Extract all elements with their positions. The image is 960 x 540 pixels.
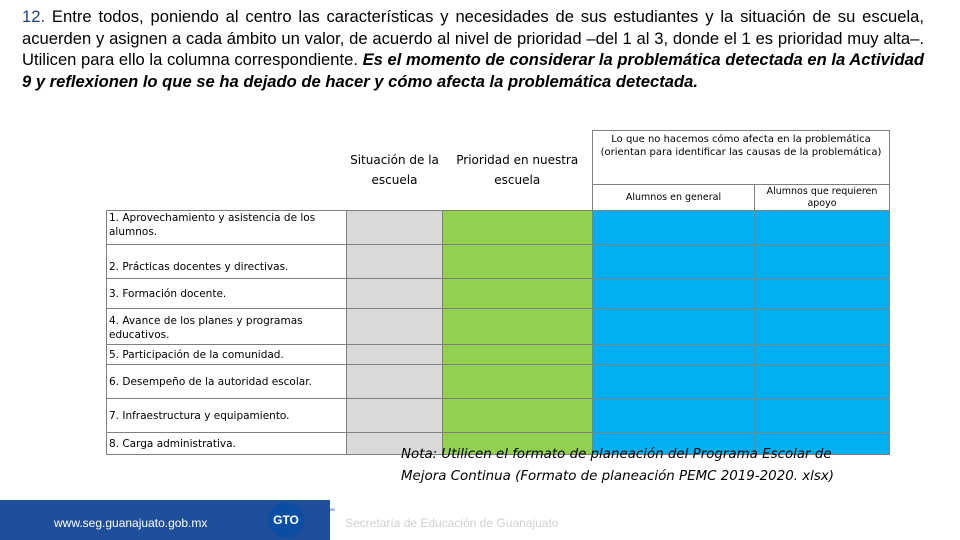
prioridad-cell[interactable] — [443, 345, 593, 365]
instruction-emphasis: Es el momento de considerar la problemática detectada en la Actividad 9 y reflexionen lo que se ha dejado de hacer y cómo afecta la problemática detectada. — [22, 50, 924, 91]
alumnos-general-cell[interactable] — [593, 399, 755, 433]
row-label: 6. Desempeño de la autoridad escolar. — [107, 365, 347, 399]
header-alumnos-apoyo: Alumnos que requieren apoyo — [755, 185, 890, 211]
situacion-cell[interactable] — [347, 309, 443, 345]
instructions — [22, 6, 924, 92]
alumnos-apoyo-cell[interactable] — [755, 211, 890, 245]
prioridad-cell[interactable] — [443, 399, 593, 433]
alumnos-general-cell[interactable] — [593, 211, 755, 245]
situacion-cell[interactable] — [347, 345, 443, 365]
table-row — [107, 345, 890, 365]
table-row — [107, 279, 890, 309]
prioridad-cell[interactable] — [443, 365, 593, 399]
logo-caption: Grandeza de México — [309, 507, 336, 517]
alumnos-general-cell[interactable] — [593, 279, 755, 309]
table-row — [107, 245, 890, 279]
table-row — [107, 399, 890, 433]
alumnos-general-cell[interactable] — [593, 309, 755, 345]
row-label: 7. Infraestructura y equipamiento. — [107, 399, 347, 433]
header-blank — [107, 131, 347, 211]
situacion-cell[interactable] — [347, 399, 443, 433]
note: Nota: Utilicen el formato de planeación del Programa Escolar de Mejora Continua (Formato de planeación PEMC 2019-2020. xlsx) — [401, 447, 835, 484]
alumnos-apoyo-cell[interactable] — [755, 399, 890, 433]
row-label: 1. Aprovechamiento y asistencia de los alumnos. — [107, 211, 347, 245]
header-prioridad: Prioridad en nuestra escuela — [443, 131, 593, 211]
instruction-number: 12. — [22, 7, 46, 26]
prioridad-cell[interactable] — [443, 245, 593, 279]
situacion-cell[interactable] — [347, 211, 443, 245]
situacion-cell[interactable] — [347, 245, 443, 279]
table-row — [107, 211, 890, 245]
alumnos-apoyo-cell[interactable] — [755, 309, 890, 345]
prioridad-cell[interactable] — [443, 279, 593, 309]
footer-url[interactable]: www.seg.guanajuato.gob.mx — [54, 516, 208, 530]
alumnos-apoyo-cell[interactable] — [755, 345, 890, 365]
row-label: 2. Prácticas docentes y directivas. — [107, 245, 347, 279]
row-label: 8. Carga administrativa. — [107, 433, 347, 455]
header-alumnos-general: Alumnos en general — [593, 185, 755, 211]
prioridad-cell[interactable] — [443, 309, 593, 345]
alumnos-apoyo-cell[interactable] — [755, 245, 890, 279]
alumnos-apoyo-cell[interactable] — [755, 365, 890, 399]
table-row — [107, 365, 890, 399]
table-row — [107, 309, 890, 345]
priority-table — [106, 130, 890, 455]
row-label: 5. Participación de la comunidad. — [107, 345, 347, 365]
alumnos-general-cell[interactable] — [593, 345, 755, 365]
gto-logo-icon: GTO — [268, 502, 304, 538]
alumnos-general-cell[interactable] — [593, 245, 755, 279]
situacion-cell[interactable] — [347, 365, 443, 399]
alumnos-apoyo-cell[interactable] — [755, 279, 890, 309]
alumnos-general-cell[interactable] — [593, 365, 755, 399]
row-label: 3. Formación docente. — [107, 279, 347, 309]
header-efecto: Lo que no hacemos cómo afecta en la problemática (orientan para identificar las causas de la problemática) — [593, 131, 890, 185]
footer-secretaria: Secretaría de Educación de Guanajuato — [345, 516, 559, 530]
prioridad-cell[interactable] — [443, 211, 593, 245]
situacion-cell[interactable] — [347, 279, 443, 309]
header-situacion: Situación de la escuela — [347, 131, 443, 211]
row-label: 4. Avance de los planes y programas educativos. — [107, 309, 347, 345]
instruction-text: Entre todos, poniendo al centro las características y necesidades de sus estudiantes y la situación de su escuela, acuerden y asignen a cada ámbito un valor, de acuerdo al nivel de prioridad –del 1 al 3, donde el 1 es prioridad muy alta–. Utilicen para ello la columna correspondiente. — [22, 7, 924, 70]
